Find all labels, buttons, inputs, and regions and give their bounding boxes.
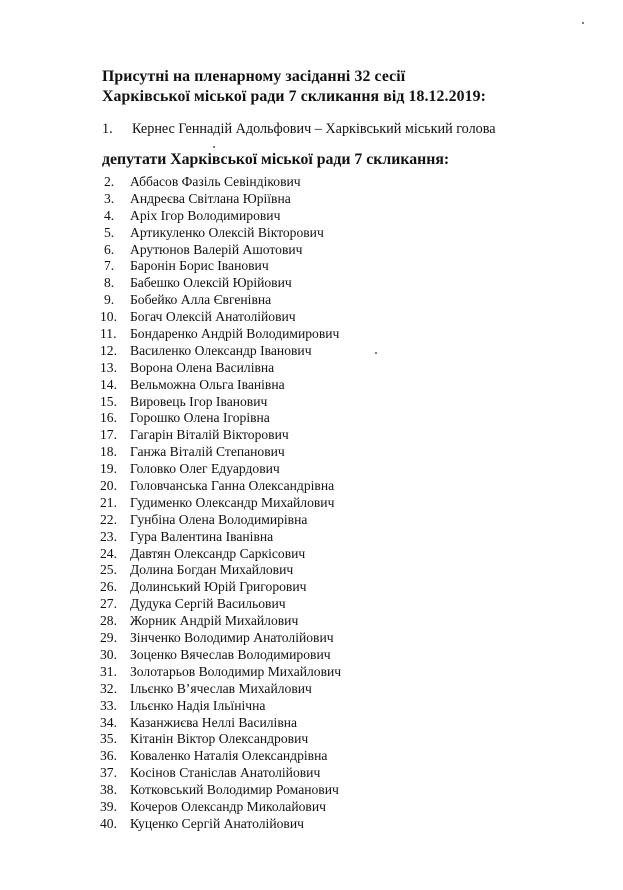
deputy-name: Бондаренко Андрій Володимирович (130, 326, 340, 342)
deputy-name: Артикуленко Олексій Вікторович (130, 224, 324, 240)
deputy-name: Золотарьов Володимир Михайлович (130, 663, 342, 679)
deputy-row (100, 208, 341, 225)
deputy-row (100, 174, 341, 191)
deputy-row (100, 292, 341, 309)
deputy-name: Андреєва Світлана Юріївна (130, 190, 291, 206)
deputy-row (100, 427, 341, 444)
deputy-number: 25. (100, 562, 117, 578)
deputy-name: Головчанська Ганна Олександрівна (130, 478, 335, 494)
deputy-row (100, 698, 341, 715)
deputy-row (100, 225, 341, 242)
deputy-row (100, 461, 341, 478)
deputy-name: Бобейко Алла Євгенівна (130, 292, 272, 308)
deputy-number: 34. (100, 714, 117, 730)
deputy-name: Котковський Володимир Романович (130, 782, 339, 798)
deputy-number: 21. (100, 494, 117, 510)
title-line-2: Харківської міської ради 7 скликання від 18.12.2019: (102, 88, 486, 105)
deputy-number: 28. (100, 613, 117, 629)
deputy-name: Ільєнко В’ячеслав Михайлович (130, 680, 312, 696)
deputy-row (100, 377, 341, 394)
deputy-number: 31. (100, 663, 117, 679)
title-line-1: Присутні на пленарному засіданні 32 сесії (102, 68, 406, 85)
deputy-name: Косінов Станіслав Анатолійович (130, 765, 321, 781)
deputy-number: 33. (100, 697, 117, 713)
deputy-name: Ільєнко Надія Ільїнічна (130, 697, 266, 713)
deputy-row (100, 343, 341, 360)
deputy-row (100, 596, 341, 613)
deputy-number: 10. (100, 309, 117, 325)
deputy-row (100, 512, 341, 529)
deputy-row (100, 630, 341, 647)
deputy-row (100, 816, 341, 833)
deputy-row (100, 664, 341, 681)
deputy-number: 27. (100, 596, 117, 612)
deputy-number: 5. (104, 224, 115, 240)
deputy-number: 30. (100, 646, 117, 662)
deputy-name: Кітанін Віктор Олександрович (130, 731, 309, 747)
deputy-number: 2. (104, 174, 115, 189)
deputy-number: 15. (100, 393, 117, 409)
deputy-name: Коваленко Наталія Олександрівна (130, 748, 328, 764)
deputy-number: 8. (104, 275, 115, 291)
deputy-row (100, 748, 341, 765)
mayor-number: 1. (102, 121, 113, 137)
deputy-number: 40. (100, 815, 117, 831)
deputy-name: Аббасов Фазіль Севіндікович (130, 174, 301, 189)
deputies-list (100, 174, 341, 833)
deputy-row (100, 242, 341, 259)
deputy-row (100, 546, 341, 563)
deputy-number: 26. (100, 579, 117, 595)
deputy-row (100, 444, 341, 461)
deputy-name: Гагарін Віталій Вікторович (130, 427, 289, 443)
deputy-row (100, 799, 341, 816)
deputy-name: Кочеров Олександр Миколайович (130, 798, 326, 814)
deputy-number: 14. (100, 376, 117, 392)
deputy-name: Богач Олексій Анатолійович (130, 309, 296, 325)
deputy-row (100, 360, 341, 377)
deputy-number: 12. (100, 342, 117, 358)
deputy-number: 4. (104, 207, 115, 223)
deputy-number: 38. (100, 782, 117, 798)
deputy-name: Бабешко Олексій Юрійович (130, 275, 292, 291)
deputy-row (100, 647, 341, 664)
deputy-name: Долинський Юрій Григорович (130, 579, 307, 595)
deputy-name: Зінченко Володимир Анатолійович (130, 630, 334, 646)
deputy-name: Дудука Сергій Васильович (130, 596, 286, 612)
deputy-name: Баронін Борис Іванович (130, 258, 269, 274)
deputy-name: Куценко Сергій Анатолійович (130, 815, 304, 831)
deputy-number: 24. (100, 545, 117, 561)
deputy-row (100, 562, 341, 579)
deputy-name: Арутюнов Валерій Ашотович (130, 241, 303, 257)
document-title (102, 67, 486, 107)
deputy-row (100, 529, 341, 546)
deputy-row (100, 765, 341, 782)
deputy-number: 22. (100, 511, 117, 527)
deputy-name: Гура Валентина Іванівна (130, 528, 274, 544)
deputies-heading: депутати Харківської міської ради 7 скликання: (102, 151, 450, 168)
deputy-name: Гудименко Олександр Михайлович (130, 494, 335, 510)
deputy-name: Вельможна Ольга Іванівна (130, 376, 285, 392)
deputy-row (100, 394, 341, 411)
deputy-number: 13. (100, 359, 117, 375)
deputy-number: 3. (104, 190, 115, 206)
deputy-row (100, 410, 341, 427)
deputy-number: 17. (100, 427, 117, 443)
deputy-row (100, 495, 341, 512)
deputy-row (100, 613, 341, 630)
deputy-row (100, 782, 341, 799)
deputy-number: 39. (100, 798, 117, 814)
deputy-name: Гунбіна Олена Володимирівна (130, 511, 308, 527)
scan-speck (213, 146, 215, 148)
deputy-number: 16. (100, 410, 117, 426)
deputy-row (100, 275, 341, 292)
deputy-number: 18. (100, 444, 117, 460)
deputy-number: 36. (100, 748, 117, 764)
deputy-name: Казанжиєва Неллі Василівна (130, 714, 298, 730)
deputy-name: Ворона Олена Василівна (130, 359, 275, 375)
deputy-name: Жорник Андрій Михайлович (130, 613, 299, 629)
deputy-name: Аріх Ігор Володимирович (130, 207, 281, 223)
deputy-number: 6. (104, 241, 115, 257)
deputy-number: 29. (100, 630, 117, 646)
deputy-name: Вировець Ігор Іванович (130, 393, 268, 409)
deputy-number: 11. (100, 326, 117, 342)
deputy-name: Зоценко Вячеслав Володимирович (130, 646, 331, 662)
deputy-row (100, 715, 341, 732)
deputy-row (100, 326, 341, 343)
deputy-name: Василенко Олександр Іванович (130, 342, 312, 358)
deputy-name: Давтян Олександр Саркісович (130, 545, 306, 561)
deputy-number: 35. (100, 731, 117, 747)
scan-speck (375, 352, 377, 354)
deputy-name: Головко Олег Едуардович (130, 461, 280, 477)
deputy-number: 7. (104, 258, 115, 274)
deputy-row (100, 681, 341, 698)
deputy-number: 32. (100, 680, 117, 696)
deputy-row (100, 579, 341, 596)
mayor-text: Кернес Геннадій Адольфович – Харківський міський голова (132, 121, 496, 137)
deputy-number: 9. (104, 292, 115, 308)
deputy-name: Горошко Олена Ігорівна (130, 410, 270, 426)
deputy-row (100, 309, 341, 326)
deputy-number: 23. (100, 528, 117, 544)
deputy-number: 20. (100, 478, 117, 494)
deputy-name: Ганжа Віталій Степанович (130, 444, 285, 460)
deputy-number: 19. (100, 461, 117, 477)
deputy-number: 37. (100, 765, 117, 781)
deputy-row (100, 731, 341, 748)
deputy-name: Долина Богдан Михайлович (130, 562, 294, 578)
scan-speck (582, 22, 584, 24)
mayor-entry (102, 120, 496, 138)
deputy-row (100, 478, 341, 495)
deputy-row (100, 191, 341, 208)
deputy-row (100, 258, 341, 275)
